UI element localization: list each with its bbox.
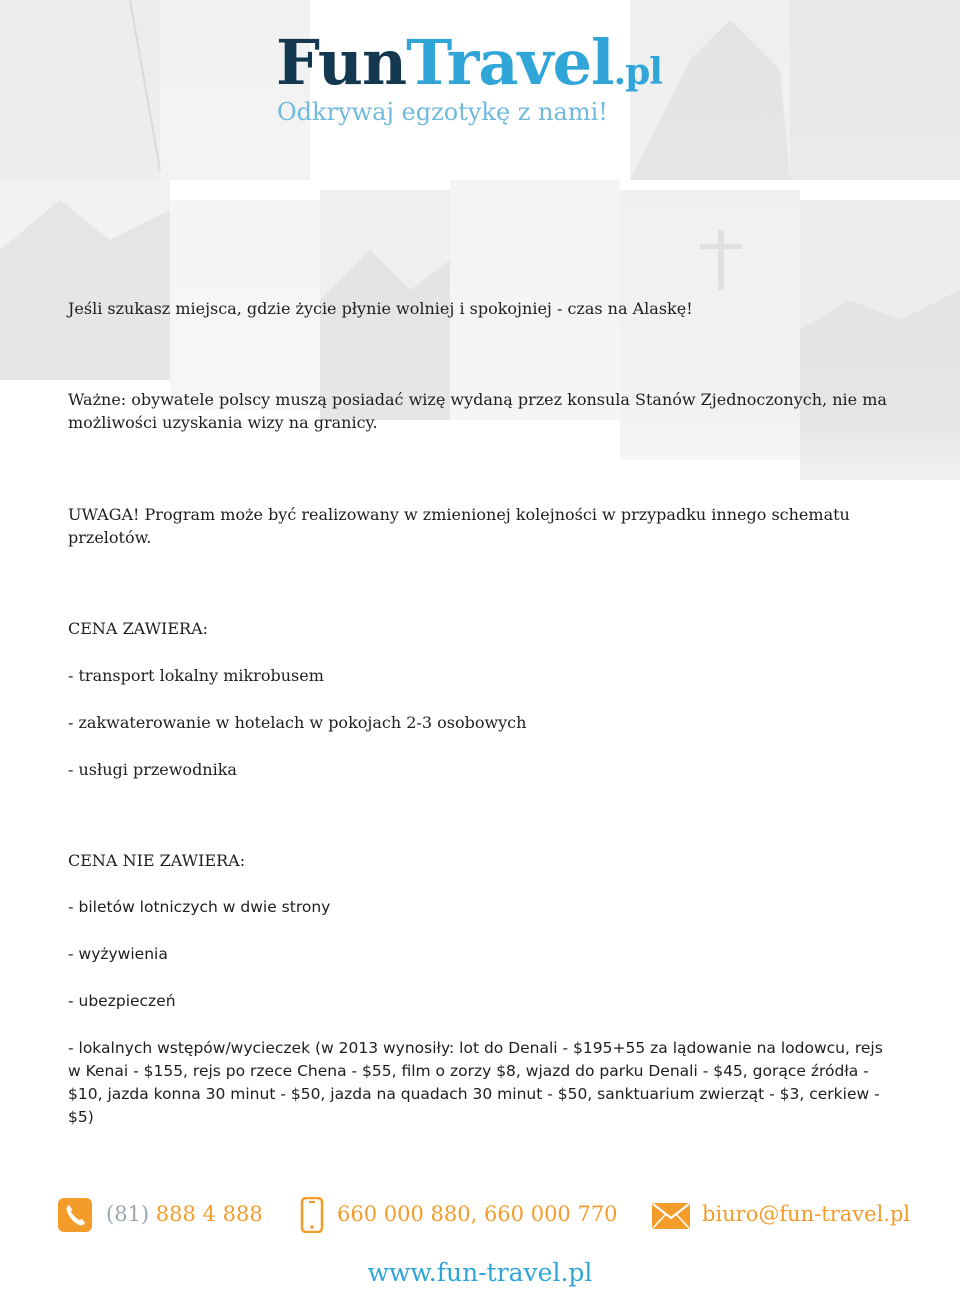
excludes-item: - biletów lotniczych w dwie strony [68,898,331,916]
mobile-phone-icon [300,1197,324,1237]
visa-notice: Ważne: obywatele polscy muszą posiadać wizę wydaną przez konsula Stanów Zjednoczonych, nie ma możliwości uzyskania wizy na granicy. [68,390,887,432]
includes-heading: CENA ZAWIERA: [68,619,209,638]
envelope-icon [652,1203,690,1233]
excludes-item: - wyżywienia [68,945,168,963]
excludes-item: - lokalnych wstępów/wycieczek (w 2013 wynosiły: lot do Denali - $195+55 za lądowanie na lodowcu, rejs w Kenai - $155, rejs po rzece Chena - $55, film o zorzy $8, wjazd do parku Denali - $45, gorące źródła - $10, jazda konna 30 minut - $50, jazda na quadach 30 minut - $50, sanktuarium zwierząt - $3, cerkiew - $5) [68,1039,883,1126]
website-link[interactable]: www.fun-travel.pl [367,1258,593,1287]
brand-fun: Fun [276,26,407,99]
phone-digits: 888 4 888 [155,1202,263,1226]
excludes-item: - ubezpieczeń [68,992,176,1010]
phone-prefix: (81) [106,1202,150,1226]
brand-travel: Travel [406,26,614,99]
excludes-heading: CENA NIE ZAWIERA: [68,851,246,870]
includes-item: - transport lokalny mikrobusem [68,666,324,685]
brand-tld: .pl [613,51,662,93]
brand-slogan: Odkrywaj egzotykę z nami! [277,98,608,126]
intro-text: Jeśli szukasz miejsca, gdzie życie płynie wolniej i spokojniej - czas na Alaskę! [68,299,693,318]
schedule-warning: UWAGA! Program może być realizowany w zmienionej kolejności w przypadku innego schematu przelotów. [68,505,850,547]
brand-wordmark [276,28,662,107]
phone-number[interactable] [106,1202,263,1226]
includes-item: - zakwaterowanie w hotelach w pokojach 2-3 osobowych [68,713,527,732]
brand-logo[interactable] [276,28,662,107]
mobile-numbers[interactable]: 660 000 880, 660 000 770 [337,1202,618,1226]
email-link[interactable]: biuro@fun-travel.pl [702,1202,911,1226]
phone-icon [58,1198,92,1236]
includes-item: - usługi przewodnika [68,760,237,779]
